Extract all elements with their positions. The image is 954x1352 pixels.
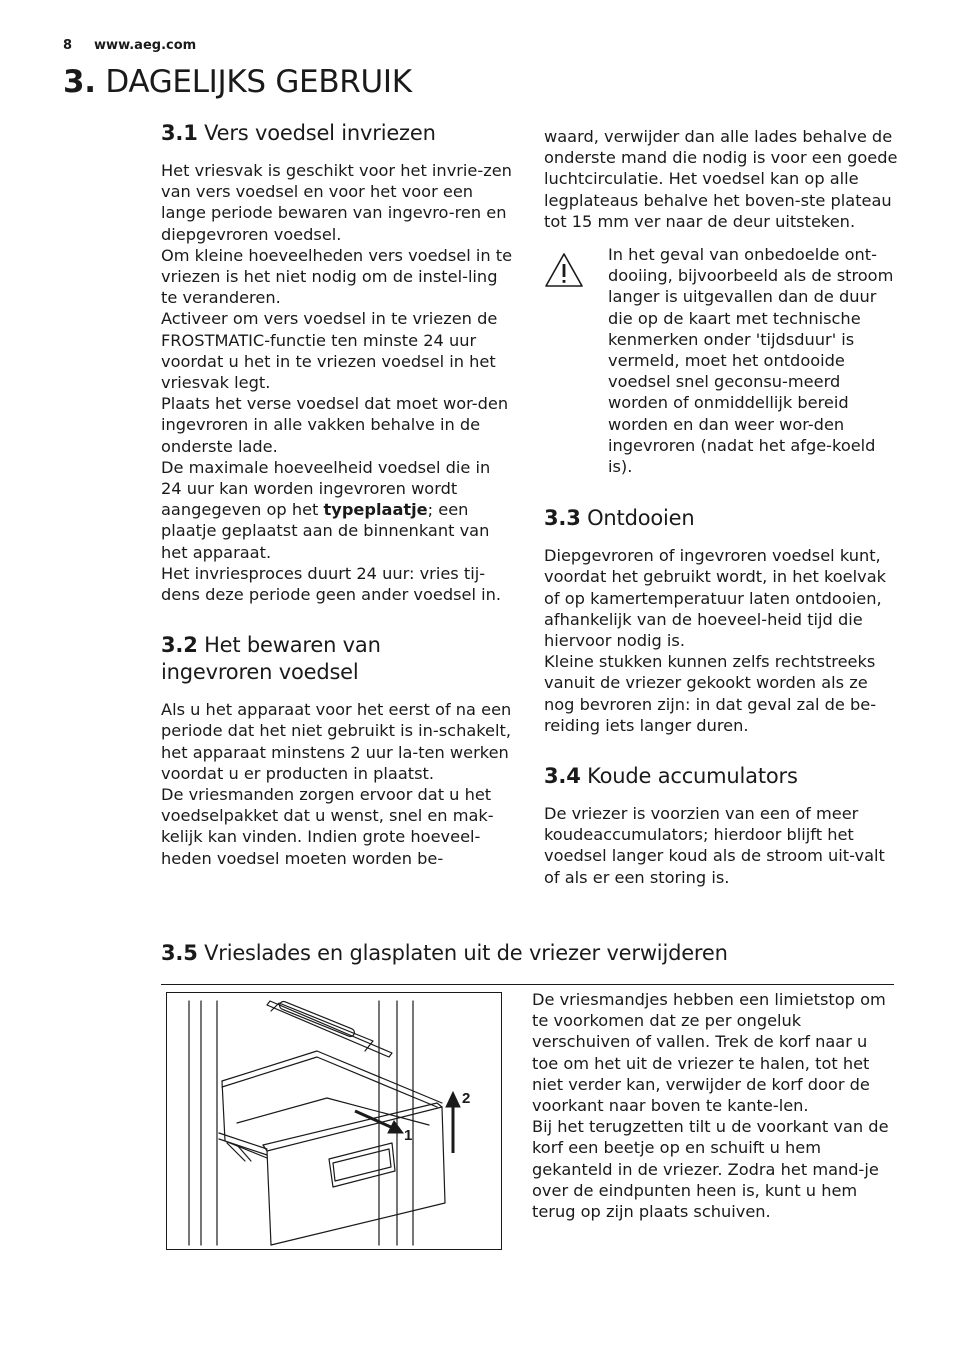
chapter-title xyxy=(63,64,412,100)
section-title: Ontdooien xyxy=(587,506,695,531)
s35-paragraph-2: Bij het terugzetten tilt u de voorkant van de korf een beetje op en schuift u hem gekanteld in de vriezer. Zodra het mand-je over de eindpunten heen is, kunt u hem terug op zijn plaats schuiven. xyxy=(532,1117,889,1222)
warning-box xyxy=(544,244,899,477)
website-url: www.aeg.com xyxy=(94,38,197,53)
s32-paragraph-3: waard, verwijder dan alle lades behalve de onderste mand die nodig is voor een goede luchtcirculatie. Het voedsel kan op alle legplateaus behalve het boven-ste plateau tot 15 mm ver naar de deur uitsteken. xyxy=(544,127,898,231)
section-3-5-text xyxy=(532,989,897,1222)
drawer-removal-figure xyxy=(166,992,502,1250)
warning-text: In het geval van onbedoelde ont-dooiing, bijvoorbeeld als de stroom langer is uitgevallen dan de duur die op de kaart met technische kenmerken onder 'tijdsduur' is vermeld, moet het ontdooide voedsel snel geconsu-meerd worden of onmiddellijk bereid worden en dan weer wor-den ingevroren (nadat het afge-koeld is). xyxy=(608,245,894,477)
s32-paragraph-2: De vriesmanden zorgen ervoor dat u het voedselpakket dat u wenst, snel en mak-kelijk kan vinden. Indien grote hoeveel-heden voedsel moeten worden be- xyxy=(161,785,494,868)
section-number: 3.3 xyxy=(544,506,581,531)
section-number: 3.4 xyxy=(544,764,581,789)
text-run: ; een plaatje geplaatst aan de binnenkant van het apparaat. xyxy=(161,500,490,562)
s31-paragraph-1: Het vriesvak is geschikt voor het invrie-zen van vers voedsel en voor het voor een lange periode bewaren van ingevro-ren en diepgevroren voedsel. xyxy=(161,161,512,244)
section-3-3-heading xyxy=(544,505,899,532)
s34-paragraph-1: De vriezer is voorzien van een of meer koudeaccumulators; hierdoor blijft het voedsel langer koud als de stroom uit-valt of als er een storing is. xyxy=(544,804,885,887)
section-title: Vrieslades en glasplaten uit de vriezer verwijderen xyxy=(204,941,728,965)
section-3-5-heading xyxy=(161,940,901,967)
section-number: 3.5 xyxy=(161,941,198,965)
section-title-line-1: Het bewaren van xyxy=(204,633,381,658)
section-title: Koude accumulators xyxy=(587,764,798,789)
section-title: Vers voedsel invriezen xyxy=(204,121,436,145)
section-title-line-2: ingevroren voedsel xyxy=(161,660,359,685)
chapter-number: 3. xyxy=(63,64,96,100)
s33-paragraph-2: Kleine stukken kunnen zelfs rechtstreeks vanuit de vriezer gekookt worden als ze nog bevroren zijn: in dat geval zal de be-reiding iets langer duren. xyxy=(544,652,877,735)
figure-label-2: 2 xyxy=(462,1090,471,1107)
s35-paragraph-1: De vriesmandjes hebben een limietstop om te voorkomen dat ze per ongeluk verschuiven of vallen. Trek de korf naar u toe om het uit de vriezer te halen, tot het niet verder kan, verwijder de korf door de voorkant naar boven te kante-len. xyxy=(532,990,886,1116)
page-number: 8 xyxy=(63,38,73,53)
section-3-1-heading xyxy=(161,120,513,147)
section-number: 3.2 xyxy=(161,633,198,658)
section-number: 3.1 xyxy=(161,121,198,145)
s32-paragraph-1: Als u het apparaat voor het eerst of na een periode dat het niet gebruikt is in-schakelt, het apparaat minstens 2 uur la-ten werken voordat u er producten in plaatst. xyxy=(161,700,512,783)
s31-paragraph-2: Om kleine hoeveelheden vers voedsel in te vriezen is het niet nodig om de instel-ling te veranderen. xyxy=(161,245,513,308)
s31-paragraph-3: Activeer om vers voedsel in te vriezen de FROSTMATIC-functie ten minste 24 uur voordat u het in te vriezen voedsel in het vriesvak legt. xyxy=(161,309,498,393)
chapter-title-text: DAGELIJKS GEBRUIK xyxy=(105,64,412,100)
freezer-drawer-illustration xyxy=(167,993,500,1248)
typeplaatje-emphasis: typeplaatje xyxy=(323,500,428,520)
left-column xyxy=(161,120,513,869)
section-divider xyxy=(161,984,894,985)
warning-triangle-icon xyxy=(544,252,584,288)
text-run: De maximale hoeveelheid voedsel die in 24 uur kan worden ingevroren wordt aangegeven op het xyxy=(161,457,491,520)
s31-paragraph-4: Plaats het verse voedsel dat moet wor-den ingevroren in alle vakken behalve in de onderste lade. xyxy=(161,394,509,456)
figure-label-1: 1 xyxy=(404,1127,413,1144)
s31-paragraph-5 xyxy=(161,457,513,563)
section-3-4-heading xyxy=(544,763,899,790)
section-3-2-heading xyxy=(161,632,513,686)
s31-paragraph-6: Het invriesproces duurt 24 uur: vries tij-dens deze periode geen ander voedsel in. xyxy=(161,563,502,605)
s33-paragraph-1: Diepgevroren of ingevroren voedsel kunt, voordat het gebruikt wordt, in het koelvak of op kamertemperatuur laten ontdooien, afhankelijk van de hoeveel-heid tijd die hiervoor nodig is. xyxy=(544,546,887,651)
right-column xyxy=(544,126,899,888)
page-header xyxy=(63,38,196,53)
